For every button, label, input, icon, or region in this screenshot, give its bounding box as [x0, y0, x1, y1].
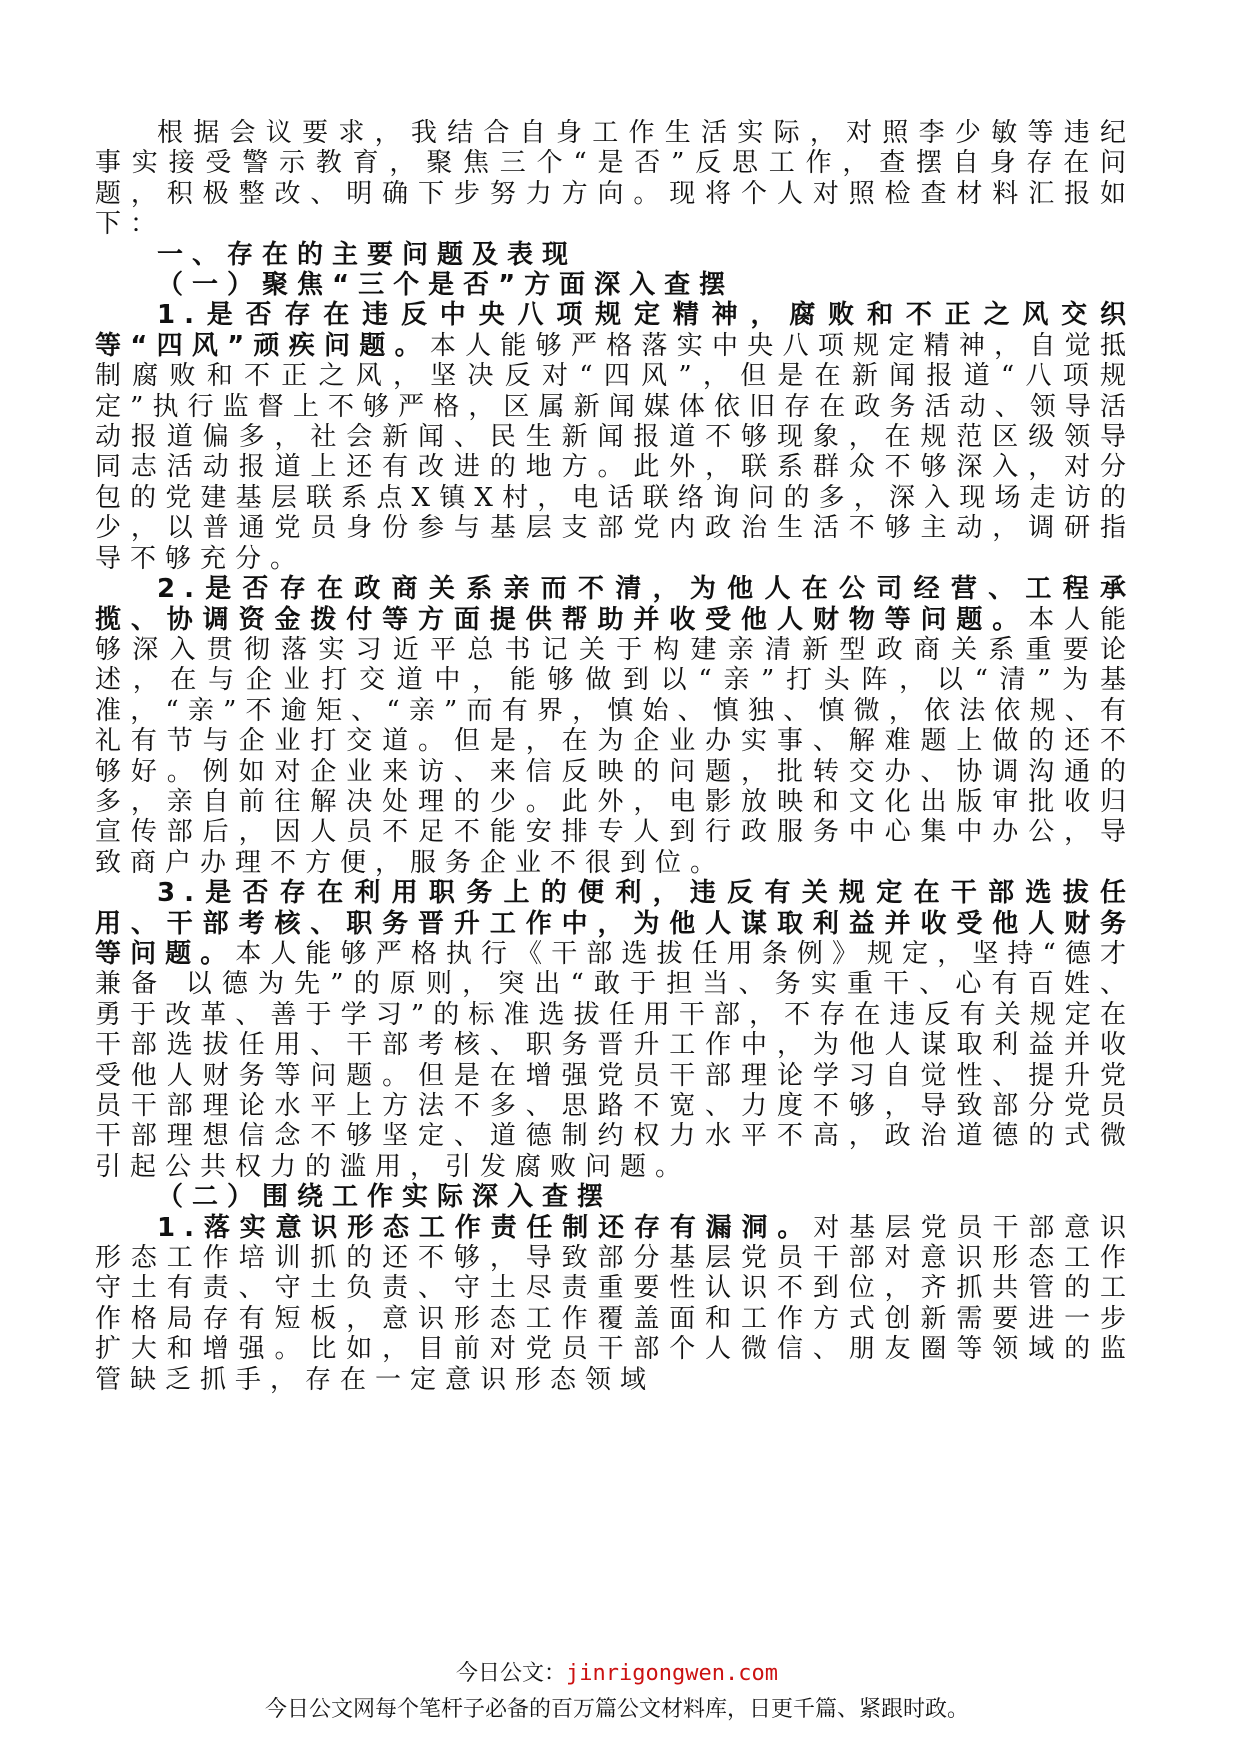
item-2-1-body: 对基层党员干部意识形态工作培训抓的还不够，导致部分基层党员干部对意识形态工作守土有责、守土负责、守土尽责重要性认识不到位，齐抓共管的工作格局存有短板，意识形态工作覆盖面和工作方式创新需要进一步扩大和增强。比如，目前对党员干部个人微信、朋友圈等领域的监管缺乏抓手，存在一定意识形态领域: [95, 1212, 1135, 1395]
item-1-1-body: 本人能够严格落实中央八项规定精神，自觉抵制腐败和不正之风，坚决反对“四风”，但是在新闻报道“八项规定”执行监督上不够严格，区属新闻媒体依旧存在政务活动、领导活动报道偏多，社会新闻、民生新闻报道不够现象，在规范区级领导同志活动报道上还有改进的地方。此外，联系群众不够深入，对分包的党建基层联系点X镇X村，电话联络询问的多，深入现场走访的少，以普通党员身份参与基层支部党内政治生活不够主动，调研指导不够充分。: [95, 330, 1135, 574]
section-1-heading: 一、存在的主要问题及表现: [157, 239, 578, 270]
item-1-2-lead: 2.是否存在政商关系亲而不清，为他人在公司经营、工程承揽、协调资金拨付等方面提供帮助并收受他人财物等问题。: [95, 574, 1135, 635]
subsection-1-heading: （一）聚焦“三个是否”方面深入查摆: [157, 270, 735, 301]
footer-site-label: 今日公文：: [456, 1661, 567, 1686]
item-1-1-paragraph: [95, 300, 1135, 574]
item-1-3-lead: 3.是否存在利用职务上的便利，违反有关规定在干部选拔任用、干部考核、职务晋升工作中，为他人谋取利益并收受他人财务等问题。: [95, 878, 1135, 969]
footer-site-line: [0, 1656, 1234, 1687]
item-1-2-body: 本人能够深入贯彻落实习近平总书记关于构建亲清新型政商关系重要论述，在与企业打交道中，能够做到以“亲”打头阵，以“清”为基准，“亲”不逾矩、“亲”而有界，慎始、慎独、慎微，依法依规、有礼有节与企业打交道。但是，在为企业办实事、解难题上做的还不够好。例如对企业来访、来信反映的问题，批转交办、协调沟通的多，亲自前往解决处理的少。此外，电影放映和文化出版审批收归宣传部后，因人员不足不能安排专人到行政服务中心集中办公，导致商户办理不方便，服务企业不很到位。: [95, 604, 1135, 878]
subsection-2-heading: （二）围绕工作实际深入查摆: [157, 1182, 613, 1213]
item-2-1-lead: 1.落实意识形态工作责任制还存有漏洞。: [157, 1212, 814, 1243]
item-1-3-body: 本人能够严格执行《干部选拔任用条例》规定，坚持“德才兼备 以德为先”的原则，突出“敢于担当、务实重干、心有百姓、勇于改革、善于学习”的标准选拔任用干部，不存在违反有关规定在干部选拔任用、干部考核、职务晋升工作中，为他人谋取利益并收受他人财务等问题。但是在增强党员干部理论学习自觉性、提升党员干部理论水平上方法不多、思路不宽、力度不够，导致部分党员干部理想信念不够坚定、道德制约权力水平不高，政治道德的式微引起公共权力的滥用，引发腐败问题。: [95, 938, 1135, 1182]
item-1-1-lead: 1.是否存在违反中央八项规定精神，腐败和不正之风交织等“四风”顽疾问题。: [95, 300, 1135, 361]
intro-paragraph: 根据会议要求，我结合自身工作生活实际，对照李少敏等违纪事实接受警示教育，聚焦三个“是否”反思工作，查摆自身存在问题，积极整改、明确下步努力方向。现将个人对照检查材料汇报如下：: [95, 118, 1135, 240]
document-body: [95, 118, 1135, 1395]
footer-slogan: 今日公文网每个笔杆子必备的百万篇公文材料库，日更千篇、紧跟时政。: [264, 1697, 969, 1722]
footer-site-link[interactable]: jinrigongwen.com: [566, 1661, 778, 1686]
item-1-2-paragraph: [95, 574, 1135, 878]
item-2-1-paragraph: [95, 1213, 1135, 1395]
item-1-3-paragraph: [95, 878, 1135, 1182]
